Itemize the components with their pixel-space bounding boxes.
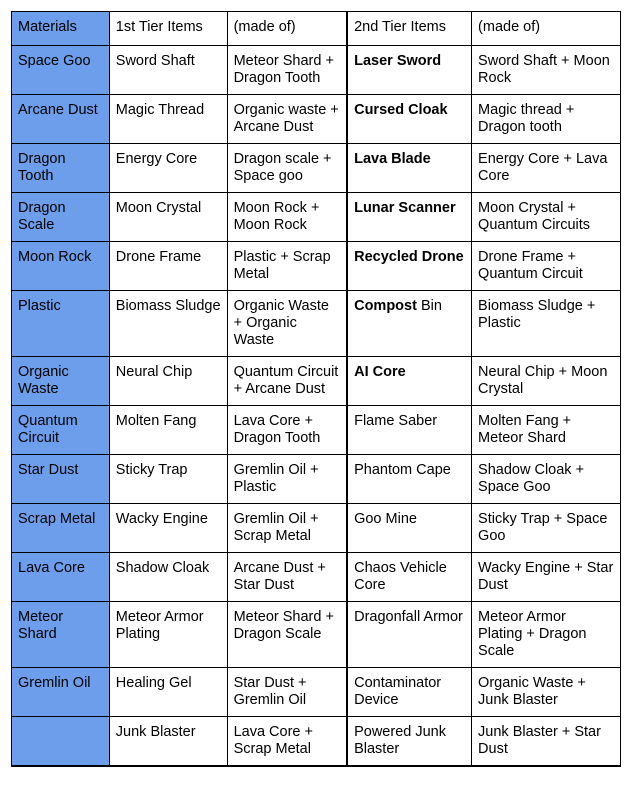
table-body [12, 46, 621, 767]
tier1-recipe-cell: Lava Core + Scrap Metal [227, 717, 347, 767]
tier2-recipe-cell: Molten Fang + Meteor Shard [472, 406, 621, 455]
material-cell: Quantum Circuit [12, 406, 110, 455]
tier2-item-cell: Lunar Scanner [347, 193, 471, 242]
tier1-recipe-cell: Meteor Shard + Dragon Tooth [227, 46, 347, 95]
tier1-item-cell: Meteor Armor Plating [109, 602, 227, 668]
material-cell: Dragon Scale [12, 193, 110, 242]
material-cell: Lava Core [12, 553, 110, 602]
table-row [12, 504, 621, 553]
tier2-recipe-cell: Magic thread + Dragon tooth [472, 95, 621, 144]
tier1-item-cell: Sticky Trap [109, 455, 227, 504]
table-row [12, 553, 621, 602]
tier2-recipe-cell: Wacky Engine + Star Dust [472, 553, 621, 602]
tier2-item-normal-part: Bin [416, 298, 442, 314]
tier1-recipe-cell: Lava Core + Dragon Tooth [227, 406, 347, 455]
header-tier2-recipe: (made of) [472, 12, 621, 46]
table-row [12, 602, 621, 668]
material-cell: Scrap Metal [12, 504, 110, 553]
tier1-item-cell: Molten Fang [109, 406, 227, 455]
tier2-item-cell: Phantom Cape [347, 455, 471, 504]
tier2-item-cell: Contaminator Device [347, 668, 471, 717]
table-row [12, 46, 621, 95]
header-tier2-items: 2nd Tier Items [347, 12, 471, 46]
tier2-item-cell: Cursed Cloak [347, 95, 471, 144]
material-cell: Dragon Tooth [12, 144, 110, 193]
header-tier1-items: 1st Tier Items [109, 12, 227, 46]
tier2-item-cell: AI Core [347, 357, 471, 406]
tier1-recipe-cell: Plastic + Scrap Metal [227, 242, 347, 291]
tier1-item-cell: Drone Frame [109, 242, 227, 291]
tier2-item-cell: Powered Junk Blaster [347, 717, 471, 767]
tier1-item-cell: Biomass Sludge [109, 291, 227, 357]
tier1-item-cell: Energy Core [109, 144, 227, 193]
header-materials: Materials [12, 12, 110, 46]
tier1-recipe-cell: Dragon scale + Space goo [227, 144, 347, 193]
table-row [12, 144, 621, 193]
tier1-item-cell: Moon Crystal [109, 193, 227, 242]
tier2-recipe-cell: Sticky Trap + Space Goo [472, 504, 621, 553]
table-row [12, 455, 621, 504]
tier2-recipe-cell: Drone Frame + Quantum Circuit [472, 242, 621, 291]
tier1-item-cell: Shadow Cloak [109, 553, 227, 602]
material-cell [12, 717, 110, 767]
tier2-recipe-cell: Shadow Cloak + Space Goo [472, 455, 621, 504]
material-cell: Gremlin Oil [12, 668, 110, 717]
tier1-item-cell: Sword Shaft [109, 46, 227, 95]
tier1-recipe-cell: Gremlin Oil + Scrap Metal [227, 504, 347, 553]
tier1-recipe-cell: Quantum Circuit + Arcane Dust [227, 357, 347, 406]
tier2-item-cell: Flame Saber [347, 406, 471, 455]
material-cell: Arcane Dust [12, 95, 110, 144]
tier2-recipe-cell: Meteor Armor Plating + Dragon Scale [472, 602, 621, 668]
tier2-item-cell: Dragonfall Armor [347, 602, 471, 668]
table-row [12, 95, 621, 144]
tier2-item-cell: Lava Blade [347, 144, 471, 193]
tier1-recipe-cell: Gremlin Oil + Plastic [227, 455, 347, 504]
tier2-recipe-cell: Moon Crystal + Quantum Circuits [472, 193, 621, 242]
tier1-item-cell: Neural Chip [109, 357, 227, 406]
material-cell: Space Goo [12, 46, 110, 95]
tier1-recipe-cell: Organic waste + Arcane Dust [227, 95, 347, 144]
tier1-item-cell: Wacky Engine [109, 504, 227, 553]
table-row [12, 291, 621, 357]
tier2-item-cell: Goo Mine [347, 504, 471, 553]
table-row [12, 668, 621, 717]
tier1-item-cell: Magic Thread [109, 95, 227, 144]
tier1-recipe-cell: Organic Waste + Organic Waste [227, 291, 347, 357]
material-cell: Moon Rock [12, 242, 110, 291]
tier1-item-cell: Healing Gel [109, 668, 227, 717]
table-row [12, 193, 621, 242]
tier1-recipe-cell: Arcane Dust + Star Dust [227, 553, 347, 602]
tier1-recipe-cell: Star Dust + Gremlin Oil [227, 668, 347, 717]
table-row [12, 357, 621, 406]
crafting-table [11, 11, 621, 767]
tier2-item-cell: Recycled Drone [347, 242, 471, 291]
tier2-recipe-cell: Organic Waste + Junk Blaster [472, 668, 621, 717]
table-row [12, 717, 621, 767]
tier2-recipe-cell: Junk Blaster + Star Dust [472, 717, 621, 767]
material-cell: Plastic [12, 291, 110, 357]
tier2-recipe-cell: Biomass Sludge + Plastic [472, 291, 621, 357]
header-tier1-recipe: (made of) [227, 12, 347, 46]
tier2-item-cell: Laser Sword [347, 46, 471, 95]
table-row [12, 242, 621, 291]
tier2-item-cell [347, 291, 471, 357]
material-cell: Star Dust [12, 455, 110, 504]
material-cell: Organic Waste [12, 357, 110, 406]
tier1-item-cell: Junk Blaster [109, 717, 227, 767]
tier1-recipe-cell: Meteor Shard + Dragon Scale [227, 602, 347, 668]
table-row [12, 406, 621, 455]
header-row [12, 12, 621, 46]
tier2-item-cell: Chaos Vehicle Core [347, 553, 471, 602]
tier2-recipe-cell: Sword Shaft + Moon Rock [472, 46, 621, 95]
tier2-recipe-cell: Energy Core + Lava Core [472, 144, 621, 193]
tier2-item-bold-part: Compost [354, 298, 417, 314]
tier1-recipe-cell: Moon Rock + Moon Rock [227, 193, 347, 242]
tier2-recipe-cell: Neural Chip + Moon Crystal [472, 357, 621, 406]
material-cell: Meteor Shard [12, 602, 110, 668]
